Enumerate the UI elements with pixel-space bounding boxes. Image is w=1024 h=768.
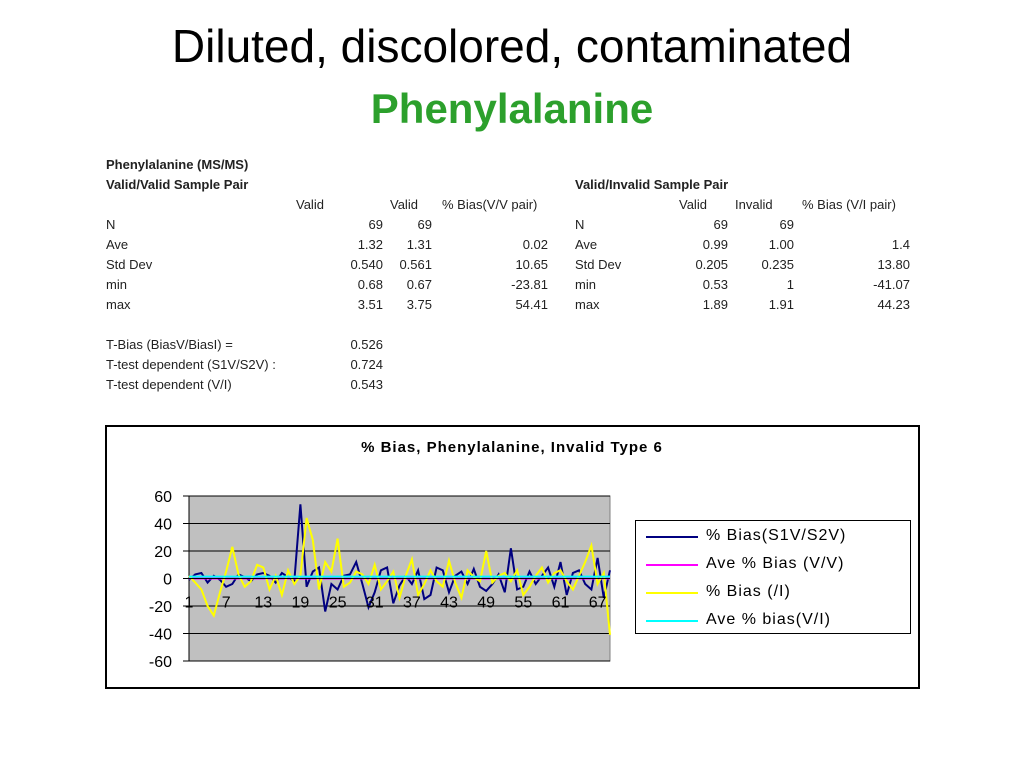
y-tick-label: 0: [163, 571, 172, 589]
test-label: T-test dependent (V/I): [106, 377, 232, 392]
y-tick-label: -60: [148, 654, 172, 671]
right-row-label: min: [575, 277, 596, 292]
right-row-label: Ave: [575, 237, 598, 252]
test-label: T-Bias (BiasV/BiasI) =: [106, 337, 233, 352]
test-value: 0.543: [350, 377, 383, 392]
left-cell: 0.67: [406, 277, 432, 292]
left-table-subheading: Valid/Valid Sample Pair: [106, 177, 249, 192]
y-tick-label: 60: [154, 489, 172, 506]
right-cell: 69: [779, 217, 794, 232]
y-tick-label: -40: [148, 626, 172, 644]
left-cell: 0.02: [522, 237, 548, 252]
right-cell: 1.4: [891, 237, 910, 252]
left-cell: 54.41: [515, 297, 548, 312]
right-cell: 1: [786, 277, 794, 292]
right-cell: 0.235: [761, 257, 794, 272]
legend-swatch: [646, 620, 698, 622]
x-tick-label: 25: [328, 594, 347, 612]
legend-label: % Bias(S1V/S2V): [706, 527, 847, 544]
test-label: T-test dependent (S1V/S2V) :: [106, 357, 276, 372]
right-col-header: Valid: [679, 197, 707, 212]
right-cell: 1.00: [768, 237, 794, 252]
left-row-label: max: [106, 297, 131, 312]
right-row-label: N: [575, 217, 585, 232]
left-row-label: Std Dev: [106, 257, 153, 272]
legend-swatch: [646, 564, 698, 566]
chart-title: % Bias, Phenylalanine, Invalid Type 6: [361, 439, 663, 456]
x-tick-label: 7: [221, 594, 231, 612]
legend-label: Ave % Bias (V/V): [706, 555, 845, 572]
left-row-label: min: [106, 277, 127, 292]
right-cell: 13.80: [877, 257, 910, 272]
left-cell: 1.31: [406, 237, 432, 252]
left-row-label: N: [106, 217, 116, 232]
left-cell: 3.75: [406, 297, 432, 312]
legend-item: [636, 551, 912, 579]
x-tick-label: 55: [514, 594, 533, 612]
y-tick-label: 40: [154, 516, 172, 534]
right-cell: 0.205: [695, 257, 728, 272]
legend-label: % Bias (/I): [706, 583, 791, 600]
x-tick-label: 13: [254, 594, 273, 612]
x-tick-label: 43: [440, 594, 458, 612]
right-col-header: Invalid: [735, 197, 773, 212]
x-tick-label: 61: [551, 594, 570, 612]
y-tick-label: 20: [154, 544, 172, 561]
left-col-header: Valid: [390, 197, 418, 212]
x-tick-label: 67: [588, 594, 607, 612]
legend-item: [636, 579, 912, 607]
legend-label: Ave % bias(V/I): [706, 611, 831, 628]
right-cell: 1.91: [768, 297, 794, 312]
left-cell: -23.81: [511, 277, 548, 292]
chart-legend: [635, 520, 911, 634]
test-value: 0.526: [350, 337, 383, 352]
test-value: 0.724: [350, 357, 383, 372]
x-tick-label: 1: [184, 594, 194, 612]
right-row-label: max: [575, 297, 600, 312]
left-cell: 0.561: [399, 257, 432, 272]
right-cell: 0.53: [702, 277, 728, 292]
right-row-label: Std Dev: [575, 257, 622, 272]
right-cell: 1.89: [702, 297, 728, 312]
right-cell: 0.99: [702, 237, 728, 252]
legend-swatch: [646, 592, 698, 594]
left-cell: 3.51: [357, 297, 383, 312]
left-cell: 0.68: [357, 277, 383, 292]
right-table-heading: Valid/Invalid Sample Pair: [575, 177, 729, 192]
x-tick-label: 31: [365, 594, 384, 612]
x-tick-label: 49: [477, 594, 496, 612]
legend-item: [636, 523, 912, 551]
y-tick-label: -20: [148, 599, 172, 616]
left-row-label: Ave: [106, 237, 129, 252]
left-cell: 0.540: [350, 257, 383, 272]
right-cell: 44.23: [877, 297, 910, 312]
legend-item: [636, 607, 912, 635]
legend-swatch: [646, 536, 698, 538]
x-tick-label: 19: [291, 594, 310, 612]
left-cell: 69: [417, 217, 432, 232]
left-col-header: % Bias(V/V pair): [442, 197, 538, 212]
left-cell: 1.32: [357, 237, 383, 252]
slide-title: Diluted, discolored, contaminated: [171, 20, 853, 72]
right-cell: -41.07: [873, 277, 910, 292]
left-cell: 69: [368, 217, 383, 232]
left-table-heading: Phenylalanine (MS/MS): [106, 157, 249, 172]
left-col-header: Valid: [296, 197, 324, 212]
left-cell: 10.65: [515, 257, 548, 272]
x-tick-label: 37: [402, 594, 421, 612]
right-cell: 69: [713, 217, 728, 232]
slide-subtitle: Phenylalanine: [370, 85, 654, 132]
right-col-header: % Bias (V/I pair): [802, 197, 896, 212]
